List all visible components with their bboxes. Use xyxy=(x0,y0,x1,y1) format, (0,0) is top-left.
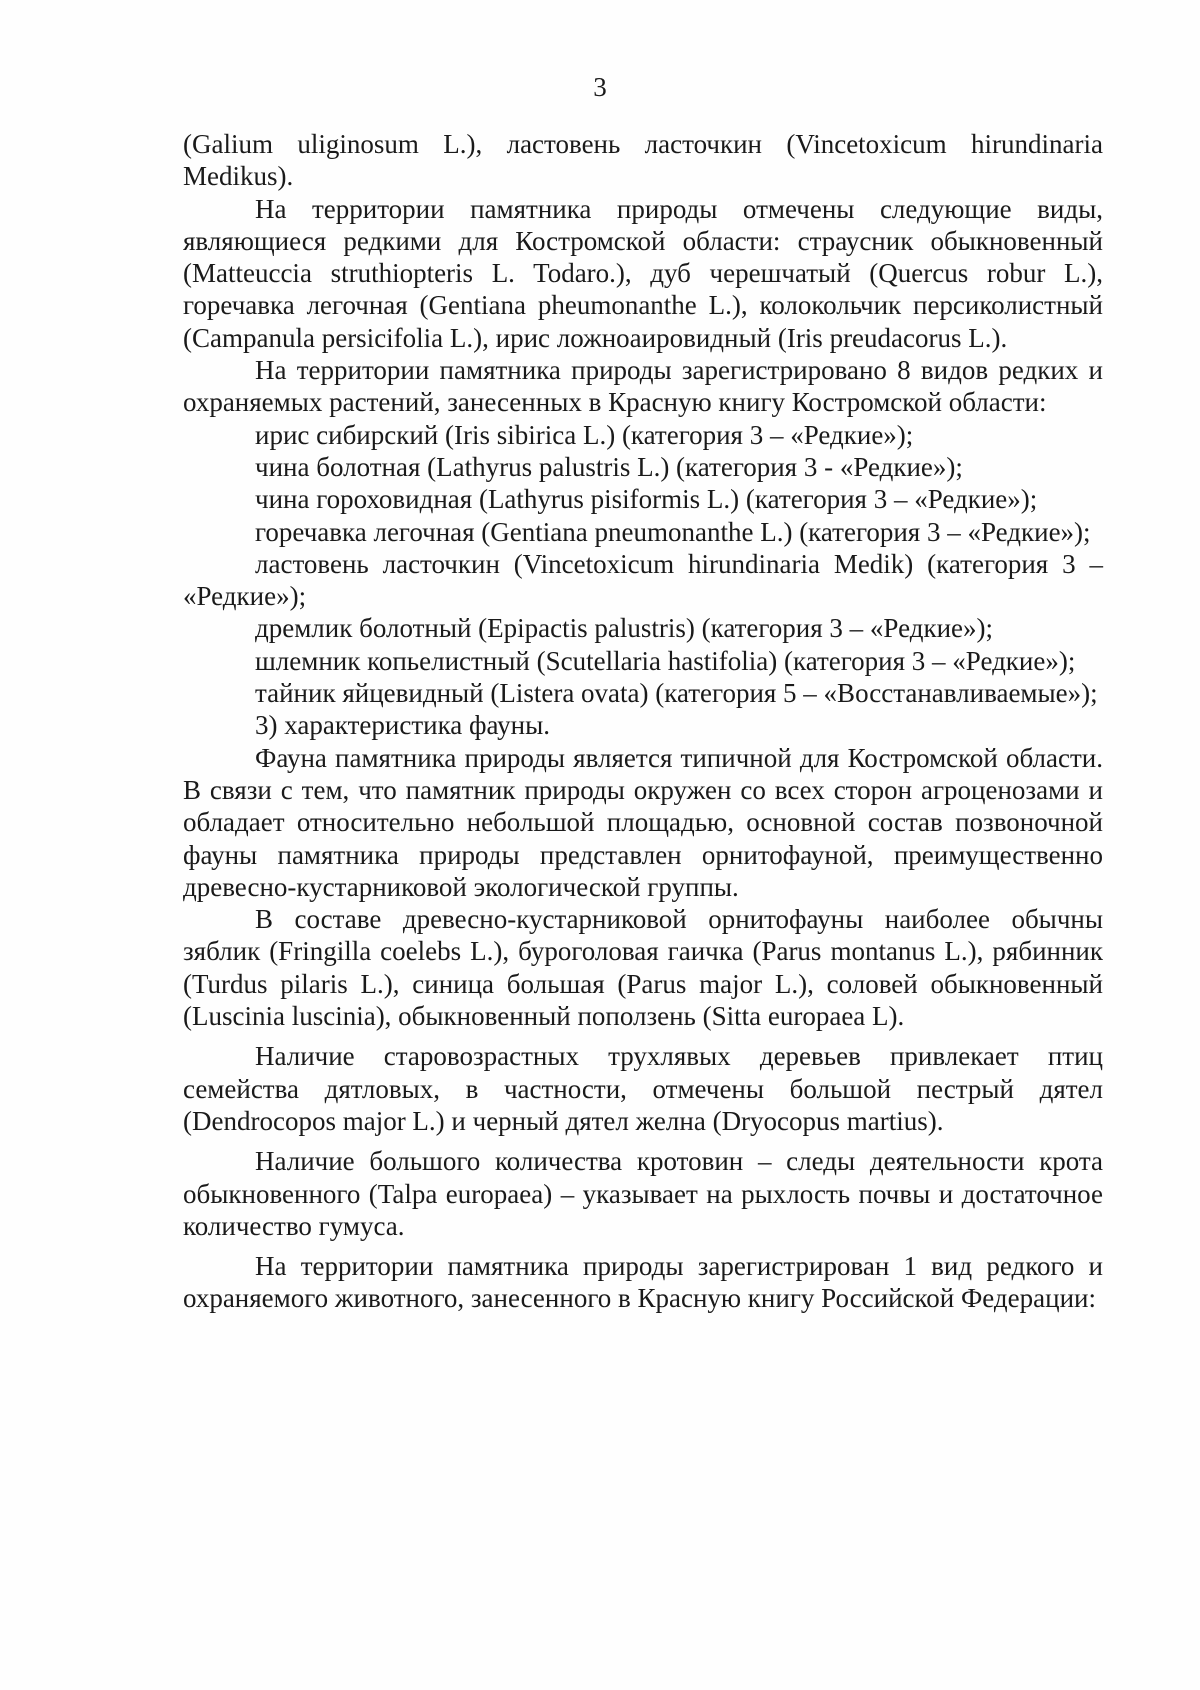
paragraph: На территории памятника природы отмечены следующие виды, являющиеся редкими для Костромской области: страусник обыкновенный (Matteuccia struthiopteris L. Todaro.), дуб черешчатый (Quercus robur L.), горечавка легочная (Gentiana pheumonanthe L.), колокольчик персиколистный (Campanula persicifolia L.), ирис ложноаировидный (Iris preudacorus L.). xyxy=(183,193,1103,353)
list-item: горечавка легочная (Gentiana pneumonanthe L.) (категория 3 – «Редкие»); xyxy=(255,516,1091,547)
list-item: шлемник копьелистный (Scutellaria hastifolia) (категория 3 – «Редкие»); xyxy=(255,645,1076,676)
paragraph: В составе древесно-кустарниковой орнитофауны наиболее обычны зяблик (Fringilla coelebs L.), буроголовая гаичка (Parus montanus L.), рябинник (Turdus pilaris L.), синица большая (Parus major L.), соловей обыкновенный (Luscinia luscinia), обыкновенный поползень (Sitta europaea L). xyxy=(183,904,1103,1032)
paragraph: (Galium uliginosum L.), ластовень ласточкин (Vincetoxicum hirundinaria Medikus). xyxy=(183,129,1103,192)
section-heading: 3) характеристика фауны. xyxy=(255,710,550,741)
paragraph: Наличие большого количества кротовин – следы деятельности крота обыкновенного (Talpa europaea) – указывает на рыхлость почвы и достаточное количество гумуса. xyxy=(183,1146,1103,1241)
list-item: ирис сибирский (Iris sibirica L.) (категория 3 – «Редкие»); xyxy=(255,419,914,450)
paragraph: На территории памятника природы зарегистрирован 1 вид редкого и охраняемого животного, занесенного в Красную книгу Российской Федерации: xyxy=(183,1251,1103,1314)
list-item: ластовень ласточкин (Vincetoxicum hirundinaria Medik) (категория 3 – «Редкие»); xyxy=(183,548,1103,612)
document-body xyxy=(183,128,1103,1315)
paragraph: Фауна памятника природы является типичной для Костромской области. В связи с тем, что памятник природы окружен со всех сторон агроценозами и обладает относительно небольшой площадью, основной состав позвоночной фауны памятника природы представлен орнитофауной, преимущественно древесно-кустарниковой экологической группы. xyxy=(183,742,1103,902)
paragraph: Наличие старовозрастных трухлявых деревьев привлекает птиц семейства дятловых, в частности, отмечены большой пестрый дятел (Dendrocopos major L.) и черный дятел желна (Dryocopus martius). xyxy=(183,1041,1103,1136)
list-item: чина болотная (Lathyrus palustris L.) (категория 3 - «Редкие»); xyxy=(255,451,963,482)
list-item: тайник яйцевидный (Listera ovata) (категория 5 – «Восстанавливаемые»); xyxy=(255,678,1098,709)
paragraph: На территории памятника природы зарегистрировано 8 видов редких и охраняемых растений, занесенных в Красную книгу Костромской области: xyxy=(183,355,1103,418)
list-item: дремлик болотный (Epipactis palustris) (категория 3 – «Редкие»); xyxy=(255,613,993,644)
list-item: чина гороховидная (Lathyrus pisiformis L.) (категория 3 – «Редкие»); xyxy=(255,484,1038,515)
page-number: 3 xyxy=(593,72,607,102)
